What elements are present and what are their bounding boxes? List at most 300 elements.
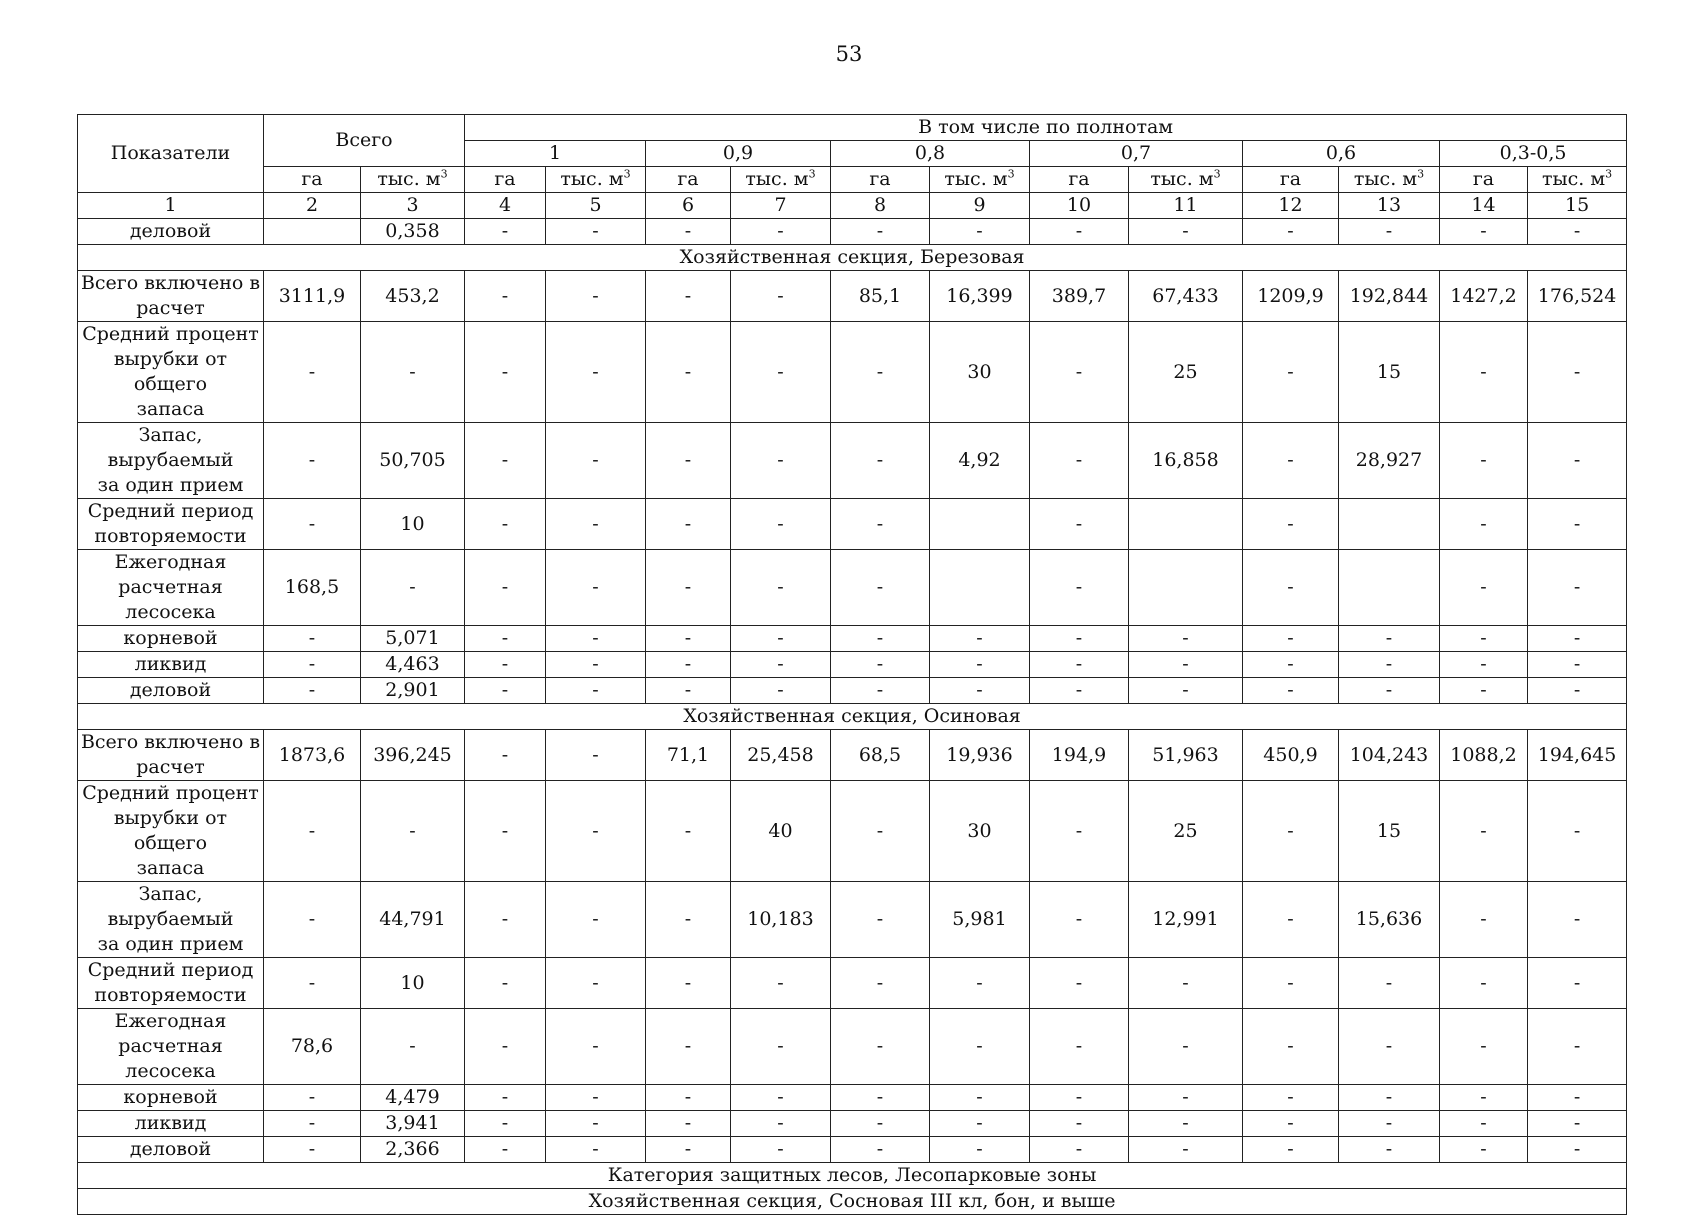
table-cell: - xyxy=(1440,781,1528,882)
table-cell: 10 xyxy=(361,958,465,1009)
table-cell: - xyxy=(1030,550,1129,626)
unit-ha: га xyxy=(646,167,731,193)
table-cell: - xyxy=(361,550,465,626)
row-label xyxy=(78,219,264,245)
unit-volume-superscript: 3 xyxy=(1605,167,1613,181)
table-cell: - xyxy=(831,652,930,678)
table-cell: - xyxy=(1129,219,1243,245)
table-cell xyxy=(1339,550,1440,626)
unit-ha: га xyxy=(1440,167,1528,193)
table-cell: - xyxy=(1440,219,1528,245)
table-cell: - xyxy=(1243,1111,1339,1137)
row-label-line: Всего включено в xyxy=(80,731,261,753)
table-cell: - xyxy=(546,1111,646,1137)
table-cell: - xyxy=(264,322,361,423)
column-number: 10 xyxy=(1030,193,1129,219)
table-cell: - xyxy=(1243,322,1339,423)
table-cell: - xyxy=(264,499,361,550)
table-cell: - xyxy=(930,626,1030,652)
table-cell: - xyxy=(930,1111,1030,1137)
table-cell: - xyxy=(646,423,731,499)
table-cell: 396,245 xyxy=(361,730,465,781)
table-cell: - xyxy=(1243,626,1339,652)
table-cell: - xyxy=(546,730,646,781)
table-cell: - xyxy=(1243,882,1339,958)
table-cell: - xyxy=(264,652,361,678)
table-row xyxy=(78,423,1627,499)
table-cell: - xyxy=(1129,1111,1243,1137)
table-cell: 0,358 xyxy=(361,219,465,245)
table-cell: - xyxy=(1129,678,1243,704)
table-cell: - xyxy=(1440,550,1528,626)
header-density: 0,3-0,5 xyxy=(1440,141,1627,167)
table-cell: - xyxy=(546,550,646,626)
table-cell: - xyxy=(1528,423,1627,499)
table-cell: - xyxy=(465,219,546,245)
table-cell: - xyxy=(546,423,646,499)
table-cell: - xyxy=(731,322,831,423)
table-cell: - xyxy=(1129,626,1243,652)
column-number: 6 xyxy=(646,193,731,219)
row-label-line: расчетная лесосека xyxy=(118,576,223,623)
table-cell: 12,991 xyxy=(1129,882,1243,958)
table-cell: 15 xyxy=(1339,322,1440,423)
section-row xyxy=(78,245,1627,271)
table-cell: - xyxy=(831,1137,930,1163)
table-row xyxy=(78,652,1627,678)
row-label-line: деловой xyxy=(129,1138,212,1160)
table-cell: - xyxy=(831,1085,930,1111)
table-cell: - xyxy=(1339,652,1440,678)
column-number: 14 xyxy=(1440,193,1528,219)
header-density: 0,8 xyxy=(831,141,1030,167)
row-label-line: запаса xyxy=(136,398,205,420)
table-cell: - xyxy=(930,1085,1030,1111)
table-cell: - xyxy=(361,1009,465,1085)
table-cell: 19,936 xyxy=(930,730,1030,781)
table-cell: 25,458 xyxy=(731,730,831,781)
row-label-line: за один прием xyxy=(97,933,244,955)
table-cell: - xyxy=(831,499,930,550)
section-title: Хозяйственная секция, Осиновая xyxy=(78,704,1627,730)
table-cell: - xyxy=(1440,1085,1528,1111)
row-label-line: расчетная лесосека xyxy=(118,1035,223,1082)
table-row xyxy=(78,219,1627,245)
table-cell: 16,399 xyxy=(930,271,1030,322)
table-cell: - xyxy=(646,322,731,423)
table-cell: - xyxy=(646,219,731,245)
unit-volume-text: тыс. м xyxy=(745,168,809,190)
table-cell: - xyxy=(1440,322,1528,423)
table-cell: - xyxy=(930,652,1030,678)
table-cell xyxy=(1129,550,1243,626)
table-cell: - xyxy=(1528,652,1627,678)
table-cell: - xyxy=(546,1009,646,1085)
table-row xyxy=(78,1111,1627,1137)
table-row xyxy=(78,781,1627,882)
unit-volume xyxy=(546,167,646,193)
unit-volume-text: тыс. м xyxy=(944,168,1008,190)
unit-ha: га xyxy=(1243,167,1339,193)
row-label-line: корневой xyxy=(123,627,218,649)
table-cell: - xyxy=(1528,781,1627,882)
row-label-line: Ежегодная xyxy=(114,1010,227,1032)
row-label-line: расчет xyxy=(136,297,205,319)
table-cell: - xyxy=(1339,958,1440,1009)
table-cell: 1209,9 xyxy=(1243,271,1339,322)
row-label xyxy=(78,1111,264,1137)
table-cell: 44,791 xyxy=(361,882,465,958)
row-label-line: ликвид xyxy=(134,1112,207,1134)
table-cell: - xyxy=(546,626,646,652)
table-cell: - xyxy=(546,652,646,678)
unit-volume-superscript: 3 xyxy=(623,167,631,181)
table-cell: 30 xyxy=(930,781,1030,882)
table-cell: - xyxy=(1528,626,1627,652)
table-cell: - xyxy=(465,1085,546,1111)
row-label-line: Средний процент xyxy=(82,782,259,804)
table-cell: - xyxy=(731,423,831,499)
table-cell: - xyxy=(1243,423,1339,499)
table-row xyxy=(78,678,1627,704)
table-cell: - xyxy=(465,322,546,423)
unit-ha: га xyxy=(831,167,930,193)
table-cell: - xyxy=(465,1137,546,1163)
table-cell: - xyxy=(465,1111,546,1137)
table-cell: 104,243 xyxy=(1339,730,1440,781)
table-row xyxy=(78,730,1627,781)
column-number: 4 xyxy=(465,193,546,219)
table-cell: - xyxy=(465,781,546,882)
table-cell: - xyxy=(465,730,546,781)
table-row xyxy=(78,271,1627,322)
table-cell: 78,6 xyxy=(264,1009,361,1085)
table-cell: - xyxy=(731,958,831,1009)
table-cell: - xyxy=(1030,781,1129,882)
row-label-line: повторяемости xyxy=(94,525,247,547)
table-cell: 168,5 xyxy=(264,550,361,626)
table-cell: - xyxy=(546,882,646,958)
column-numbers-row xyxy=(78,193,1627,219)
table-cell: - xyxy=(646,882,731,958)
table-cell: - xyxy=(930,678,1030,704)
table-cell: 30 xyxy=(930,322,1030,423)
table-cell: - xyxy=(546,1137,646,1163)
table-cell: - xyxy=(1030,1111,1129,1137)
table-row xyxy=(78,626,1627,652)
table-cell: 5,071 xyxy=(361,626,465,652)
table-cell: - xyxy=(831,1009,930,1085)
row-label xyxy=(78,499,264,550)
table-cell: - xyxy=(1440,626,1528,652)
row-label-line: вырубки от общего xyxy=(113,807,228,854)
unit-volume-superscript: 3 xyxy=(1417,167,1425,181)
table-cell: - xyxy=(1030,652,1129,678)
table-cell: - xyxy=(264,626,361,652)
table-cell: - xyxy=(1528,1137,1627,1163)
header-density: 0,7 xyxy=(1030,141,1243,167)
table-cell: 453,2 xyxy=(361,271,465,322)
table-cell: 40 xyxy=(731,781,831,882)
table-cell: - xyxy=(831,1111,930,1137)
table-cell: 4,463 xyxy=(361,652,465,678)
unit-ha: га xyxy=(465,167,546,193)
table-cell: - xyxy=(831,550,930,626)
table-cell: - xyxy=(1339,678,1440,704)
section-title: Хозяйственная секция, Березовая xyxy=(78,245,1627,271)
table-cell: - xyxy=(930,958,1030,1009)
table-cell: 4,92 xyxy=(930,423,1030,499)
row-label xyxy=(78,550,264,626)
table-cell: - xyxy=(1528,1085,1627,1111)
table-cell: - xyxy=(1440,652,1528,678)
table-cell: - xyxy=(831,678,930,704)
unit-volume xyxy=(731,167,831,193)
table-cell: 176,524 xyxy=(1528,271,1627,322)
table-cell: - xyxy=(646,678,731,704)
table-cell: - xyxy=(361,322,465,423)
table-cell: - xyxy=(1030,626,1129,652)
table-cell: - xyxy=(646,958,731,1009)
table-cell: - xyxy=(1339,1009,1440,1085)
table-cell: - xyxy=(361,781,465,882)
table-cell: - xyxy=(930,1009,1030,1085)
row-label-line: Ежегодная xyxy=(114,551,227,573)
unit-ha: га xyxy=(1030,167,1129,193)
table-cell: - xyxy=(646,626,731,652)
section-row xyxy=(78,1189,1627,1215)
table-cell: 25 xyxy=(1129,781,1243,882)
table-cell: - xyxy=(546,958,646,1009)
table-cell: - xyxy=(465,1009,546,1085)
column-number: 5 xyxy=(546,193,646,219)
table-row xyxy=(78,1009,1627,1085)
table-cell: - xyxy=(546,322,646,423)
table-cell: - xyxy=(546,499,646,550)
table-row xyxy=(78,550,1627,626)
table-cell: 1427,2 xyxy=(1440,271,1528,322)
table-cell: - xyxy=(731,499,831,550)
column-number: 9 xyxy=(930,193,1030,219)
table-body xyxy=(78,219,1627,1215)
row-label xyxy=(78,781,264,882)
table-cell: 3111,9 xyxy=(264,271,361,322)
table-cell: 1088,2 xyxy=(1440,730,1528,781)
table-cell: - xyxy=(1129,1009,1243,1085)
table-cell: - xyxy=(646,1085,731,1111)
table-cell: - xyxy=(264,678,361,704)
table-cell: - xyxy=(1030,678,1129,704)
row-label-line: деловой xyxy=(129,220,212,242)
table-header xyxy=(78,115,1627,219)
table-cell: 15 xyxy=(1339,781,1440,882)
column-number: 12 xyxy=(1243,193,1339,219)
table-cell: - xyxy=(731,550,831,626)
table-row xyxy=(78,1137,1627,1163)
table-cell: - xyxy=(465,271,546,322)
column-number: 8 xyxy=(831,193,930,219)
table-cell: - xyxy=(831,781,930,882)
table-cell: - xyxy=(831,958,930,1009)
table-cell: - xyxy=(465,499,546,550)
table-cell: - xyxy=(1129,1085,1243,1111)
table-cell: 51,963 xyxy=(1129,730,1243,781)
table-cell: - xyxy=(831,423,930,499)
row-label xyxy=(78,626,264,652)
table-cell: 68,5 xyxy=(831,730,930,781)
row-label-line: повторяемости xyxy=(94,984,247,1006)
table-cell: - xyxy=(831,219,930,245)
table-cell xyxy=(264,219,361,245)
unit-volume xyxy=(930,167,1030,193)
table-cell: - xyxy=(646,1137,731,1163)
table-cell: - xyxy=(1129,652,1243,678)
table-cell: - xyxy=(731,626,831,652)
table-cell: 50,705 xyxy=(361,423,465,499)
table-cell: - xyxy=(1440,882,1528,958)
table-cell: - xyxy=(1243,219,1339,245)
table-cell: - xyxy=(1440,423,1528,499)
table-cell: - xyxy=(1440,958,1528,1009)
table-cell: - xyxy=(1528,882,1627,958)
table-cell: - xyxy=(731,1111,831,1137)
page-number: 53 xyxy=(835,42,863,66)
table-cell: 15,636 xyxy=(1339,882,1440,958)
table-cell: - xyxy=(264,1111,361,1137)
table-cell: - xyxy=(1528,550,1627,626)
table-cell: 16,858 xyxy=(1129,423,1243,499)
units-row xyxy=(78,167,1627,193)
table-cell: 450,9 xyxy=(1243,730,1339,781)
column-number: 11 xyxy=(1129,193,1243,219)
table-cell: - xyxy=(1440,1137,1528,1163)
table-cell: - xyxy=(646,781,731,882)
table-cell: - xyxy=(930,1137,1030,1163)
table-cell xyxy=(1339,499,1440,550)
table-cell: - xyxy=(731,1009,831,1085)
table-cell: - xyxy=(1243,550,1339,626)
table-cell: - xyxy=(1030,1085,1129,1111)
row-label-line: запаса xyxy=(136,857,205,879)
table-cell: - xyxy=(1243,1137,1339,1163)
table-cell: - xyxy=(1339,626,1440,652)
table-cell: - xyxy=(1528,958,1627,1009)
table-cell: 2,366 xyxy=(361,1137,465,1163)
table-cell: - xyxy=(1440,678,1528,704)
table-cell: - xyxy=(646,271,731,322)
table-cell: - xyxy=(1030,423,1129,499)
table-cell: - xyxy=(546,271,646,322)
table-cell: - xyxy=(831,322,930,423)
unit-volume xyxy=(1339,167,1440,193)
table-cell: - xyxy=(465,958,546,1009)
table-cell: - xyxy=(731,652,831,678)
table-cell: - xyxy=(646,1111,731,1137)
unit-volume xyxy=(361,167,465,193)
table-cell: 71,1 xyxy=(646,730,731,781)
row-label-line: деловой xyxy=(129,679,212,701)
table-cell: - xyxy=(1528,1111,1627,1137)
table-row xyxy=(78,322,1627,423)
section-title: Категория защитных лесов, Лесопарковые зоны xyxy=(78,1163,1627,1189)
table-cell: - xyxy=(731,1085,831,1111)
row-label xyxy=(78,271,264,322)
row-label xyxy=(78,678,264,704)
table-cell: - xyxy=(465,550,546,626)
table-cell: - xyxy=(930,219,1030,245)
row-label-line: Средний процент xyxy=(82,323,259,345)
table-cell xyxy=(930,499,1030,550)
row-label-line: Средний период xyxy=(87,959,254,981)
header-density: 0,9 xyxy=(646,141,831,167)
row-label-line: расчет xyxy=(136,756,205,778)
row-label xyxy=(78,652,264,678)
section-title: Хозяйственная секция, Сосновая III кл, бон, и выше xyxy=(78,1189,1627,1215)
table-cell: 3,941 xyxy=(361,1111,465,1137)
table-cell: - xyxy=(831,882,930,958)
table-cell: - xyxy=(264,958,361,1009)
table-cell: 5,981 xyxy=(930,882,1030,958)
table-cell: - xyxy=(1243,499,1339,550)
table-cell: 28,927 xyxy=(1339,423,1440,499)
table-cell: - xyxy=(646,652,731,678)
table-cell: - xyxy=(1243,1009,1339,1085)
table-row xyxy=(78,958,1627,1009)
table-cell: - xyxy=(1528,219,1627,245)
table-cell: 192,844 xyxy=(1339,271,1440,322)
table-cell: - xyxy=(1129,958,1243,1009)
header-density: 0,6 xyxy=(1243,141,1440,167)
table-cell: - xyxy=(1339,1085,1440,1111)
table-cell: - xyxy=(1243,1085,1339,1111)
row-label-line: Запас, вырубаемый xyxy=(107,424,234,471)
table-cell: - xyxy=(465,626,546,652)
table-cell: - xyxy=(264,1137,361,1163)
table-row xyxy=(78,1085,1627,1111)
table-cell: - xyxy=(1030,958,1129,1009)
header-total: Всего xyxy=(264,115,465,167)
row-label xyxy=(78,423,264,499)
row-label-line: вырубки от общего xyxy=(113,348,228,395)
table-cell: - xyxy=(731,271,831,322)
table-cell: - xyxy=(546,781,646,882)
unit-volume-superscript: 3 xyxy=(808,167,816,181)
table-cell: - xyxy=(546,678,646,704)
row-label xyxy=(78,322,264,423)
table-cell: - xyxy=(264,882,361,958)
table-cell: - xyxy=(1440,1111,1528,1137)
table-cell: 10,183 xyxy=(731,882,831,958)
table-cell: - xyxy=(1030,1137,1129,1163)
table-cell: 1873,6 xyxy=(264,730,361,781)
table-cell: - xyxy=(1339,219,1440,245)
column-number: 15 xyxy=(1528,193,1627,219)
unit-volume xyxy=(1528,167,1627,193)
row-label xyxy=(78,730,264,781)
table-cell: - xyxy=(646,499,731,550)
table-cell: 10 xyxy=(361,499,465,550)
unit-volume-text: тыс. м xyxy=(1150,168,1214,190)
column-number: 3 xyxy=(361,193,465,219)
unit-volume-superscript: 3 xyxy=(440,167,448,181)
table-cell: - xyxy=(546,1085,646,1111)
table-cell: - xyxy=(646,550,731,626)
table-row xyxy=(78,499,1627,550)
table-cell: - xyxy=(1129,1137,1243,1163)
header-indicators: Показатели xyxy=(78,115,264,193)
section-row xyxy=(78,1163,1627,1189)
unit-volume-text: тыс. м xyxy=(1542,168,1606,190)
